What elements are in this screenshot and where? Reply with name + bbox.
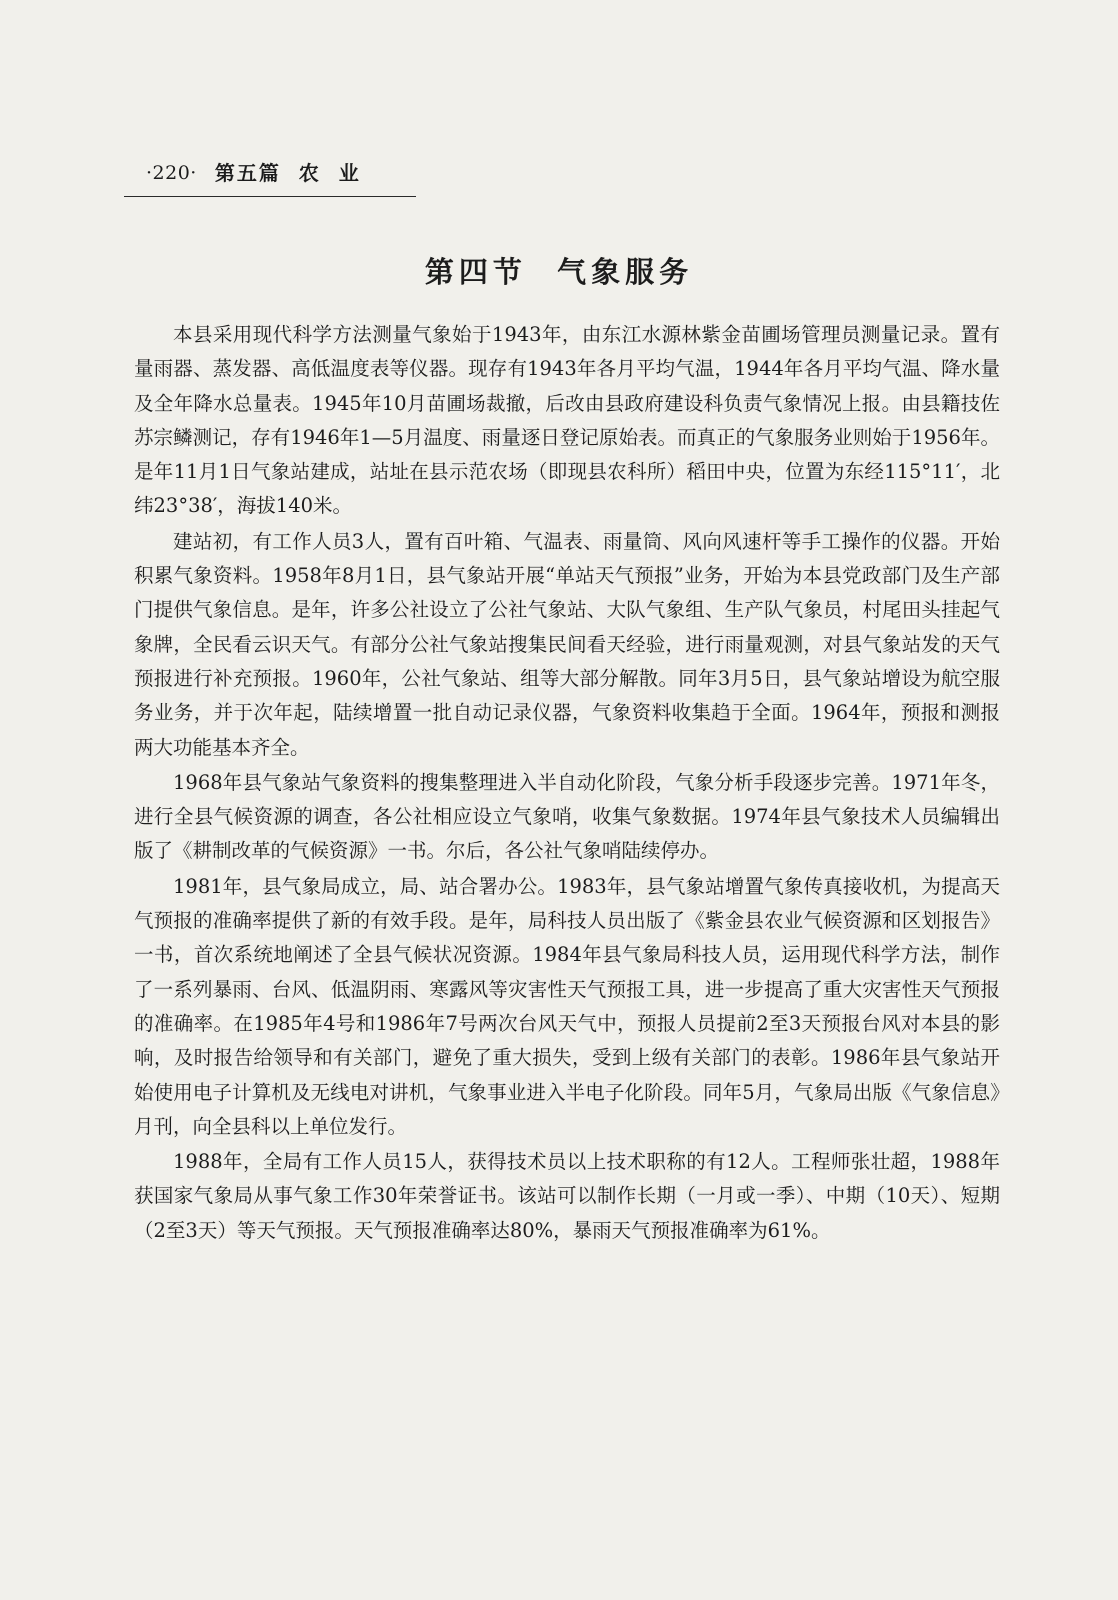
page-number: ·220· (146, 162, 197, 184)
paragraph: 建站初，有工作人员3人，置有百叶箱、气温表、雨量筒、风向风速杆等手工操作的仪器。开始积累气象资料。1958年8月1日，县气象站开展“单站天气预报”业务，开始为本县党政部门及生产部门提供气象信息。是年，许多公社设立了公社气象站、大队气象组、生产队气象员，村尾田头挂起气象牌，全民看云识天气。有部分公社气象站搜集民间看天经验，进行雨量观测，对县气象站发的天气预报进行补充预报。1960年，公社气象站、组等大部分解散。同年3月5日，县气象站增设为航空服务业务，并于次年起，陆续增置一批自动记录仪器，气象资料收集趋于全面。1964年，预报和测报两大功能基本齐全。 (134, 529, 1000, 759)
running-header (124, 160, 416, 197)
paragraph: 本县采用现代科学方法测量气象始于1943年，由东江水源林紫金苗圃场管理员测量记录。置有量雨器、蒸发器、高低温度表等仪器。现存有1943年各月平均气温，1944年各月平均气温、降水量及全年降水总量表。1945年10月苗圃场裁撤，后改由县政府建设科负责气象情况上报。由县籍技佐苏宗鳞测记，存有1946年1—5月温度、雨量逐日登记原始表。而真正的气象服务业则始于1956年。是年11月1日气象站建成，站址在县示范农场（即现县农科所）稻田中央，位置为东经115°11′，北纬23°38′，海拔140米。 (134, 323, 1000, 518)
section-title: 第四节 气象服务 (424, 255, 694, 289)
paragraph: 1981年，县气象局成立，局、站合署办公。1983年，县气象站增置气象传真接收机，为提高天气预报的准确率提供了新的有效手段。是年，局科技人员出版了《紫金县农业气候资源和区划报告》一书，首次系统地阐述了全县气候状况资源。1984年县气象局科技人员，运用现代科学方法，制作了一系列暴雨、台风、低温阴雨、寒露风等灾害性天气预报工具，进一步提高了重大灾害性天气预报的准确率。在1985年4号和1986年7号两次台风天气中，预报人员提前2至3天预报台风对本县的影响，及时报告给领导和有关部门，避免了重大损失，受到上级有关部门的表彰。1986年县气象站开始使用电子计算机及无线电对讲机，气象事业进入半电子化阶段。同年5月，气象局出版《气象信息》月刊，向全县科以上单位发行。 (134, 874, 1000, 1138)
paragraph: 1968年县气象站气象资料的搜集整理进入半自动化阶段，气象分析手段逐步完善。1971年冬，进行全县气候资源的调查，各公社相应设立气象哨，收集气象数据。1974年县气象技术人员编辑出版了《耕制改革的气候资源》一书。尔后，各公社气象哨陆续停办。 (134, 770, 1000, 863)
part-title: 第五篇 农 业 (214, 161, 361, 185)
body-text (134, 318, 1000, 1249)
paragraph: 1988年，全局有工作人员15人，获得技术员以上技术职称的有12人。工程师张壮超，1988年获国家气象局从事气象工作30年荣誉证书。该站可以制作长期（一月或一季）、中期（10天）、短期（2至3天）等天气预报。天气预报准确率达80%，暴雨天气预报准确率为61%。 (134, 1150, 1000, 1242)
